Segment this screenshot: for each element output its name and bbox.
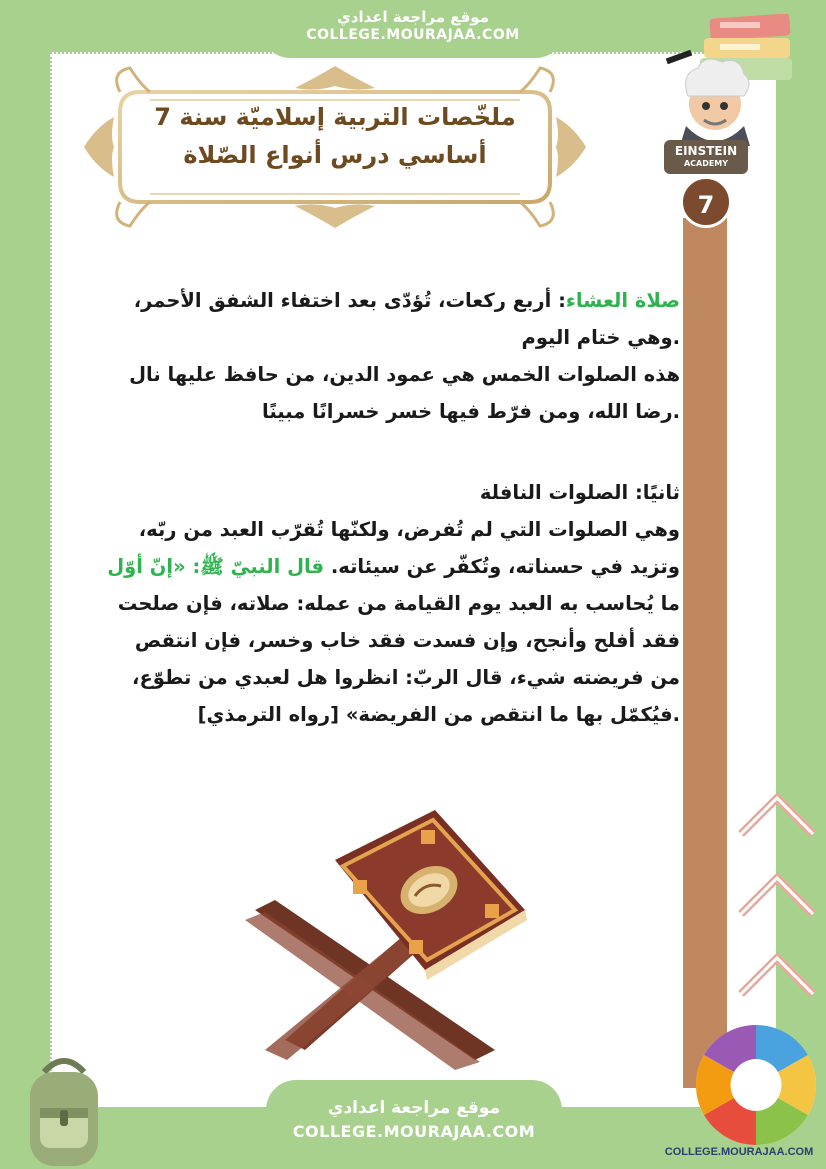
hadith-line-4: .فيُكمّل بها ما انتقص من الفريضة» [رواه الترمذي] <box>197 703 680 726</box>
title-line-1: ملخّصات التربية إسلاميّة سنة 7 <box>154 103 516 131</box>
header-site-name: موقع مراجعة اعدادي <box>337 8 489 26</box>
footer-logo-url[interactable]: COLLEGE.MOURAJAA.COM <box>664 1146 814 1158</box>
para2-line-1: وهي الصلوات التي لم تُفرض، ولكنّها تُقرّب العبد من ربّه، <box>138 518 680 541</box>
isha-line-1 <box>60 282 680 319</box>
isha-line-2: .وهي ختام اليوم <box>521 326 680 349</box>
page-number: 7 <box>680 176 732 228</box>
footer-site-url[interactable]: COLLEGE.MOURAJAA.COM <box>292 1122 536 1141</box>
para2-line-2-black: وتزيد في حسناته، وتُكفّر عن سيئاته. <box>330 555 680 578</box>
para1-line-1: هذه الصلوات الخمس هي عمود الدين، من حافظ عليها نال <box>129 363 680 386</box>
backpack-icon <box>14 1052 114 1169</box>
lesson-content <box>60 282 680 733</box>
hadith-line-3: من فريضته شيء، قال الربّ: انظروا هل لعبدي من تطوّع، <box>132 666 680 689</box>
chevron-up-icon <box>735 790 819 1030</box>
badge-line-1: EINSTEIN <box>674 144 738 158</box>
isha-text-1: : أربع ركعات، تُؤدّى بعد اختفاء الشفق الأحمر، <box>133 289 566 312</box>
hadith-line-1: ما يُحاسب به العبد يوم القيامة من عمله: صلاته، فإن صلحت <box>117 592 680 615</box>
para2-line-2 <box>60 548 680 585</box>
header-site-url[interactable]: COLLEGE.MOURAJAA.COM <box>306 27 520 43</box>
hadith-line-2: فقد أفلح وأنجح، وإن فسدت فقد خاب وخسر، فإن انتقص <box>134 629 680 652</box>
side-bar <box>683 218 727 1088</box>
badge-line-2: ACADEMY <box>683 159 729 168</box>
page-title <box>130 98 540 174</box>
para2-line-2-green: قال النبيّ ﷺ: «إنّ أوّل <box>107 555 331 578</box>
section-heading: ثانيًا: الصلوات النافلة <box>479 481 680 504</box>
quran-stand-icon <box>225 800 545 1090</box>
education-wheel-logo <box>693 1022 819 1148</box>
header-tab <box>262 0 564 58</box>
academy-badge <box>664 140 748 174</box>
para1-line-2: .رضا الله، ومن فرّط فيها خسر خسرانًا مبينًا <box>262 400 680 423</box>
footer-site-name: موقع مراجعة اعدادي <box>327 1098 501 1118</box>
isha-label: صلاة العشاء <box>565 289 680 312</box>
frame-left <box>0 0 50 1169</box>
footer-tab <box>266 1080 562 1169</box>
title-line-2: أساسي درس أنواع الصّلاة <box>183 141 487 169</box>
